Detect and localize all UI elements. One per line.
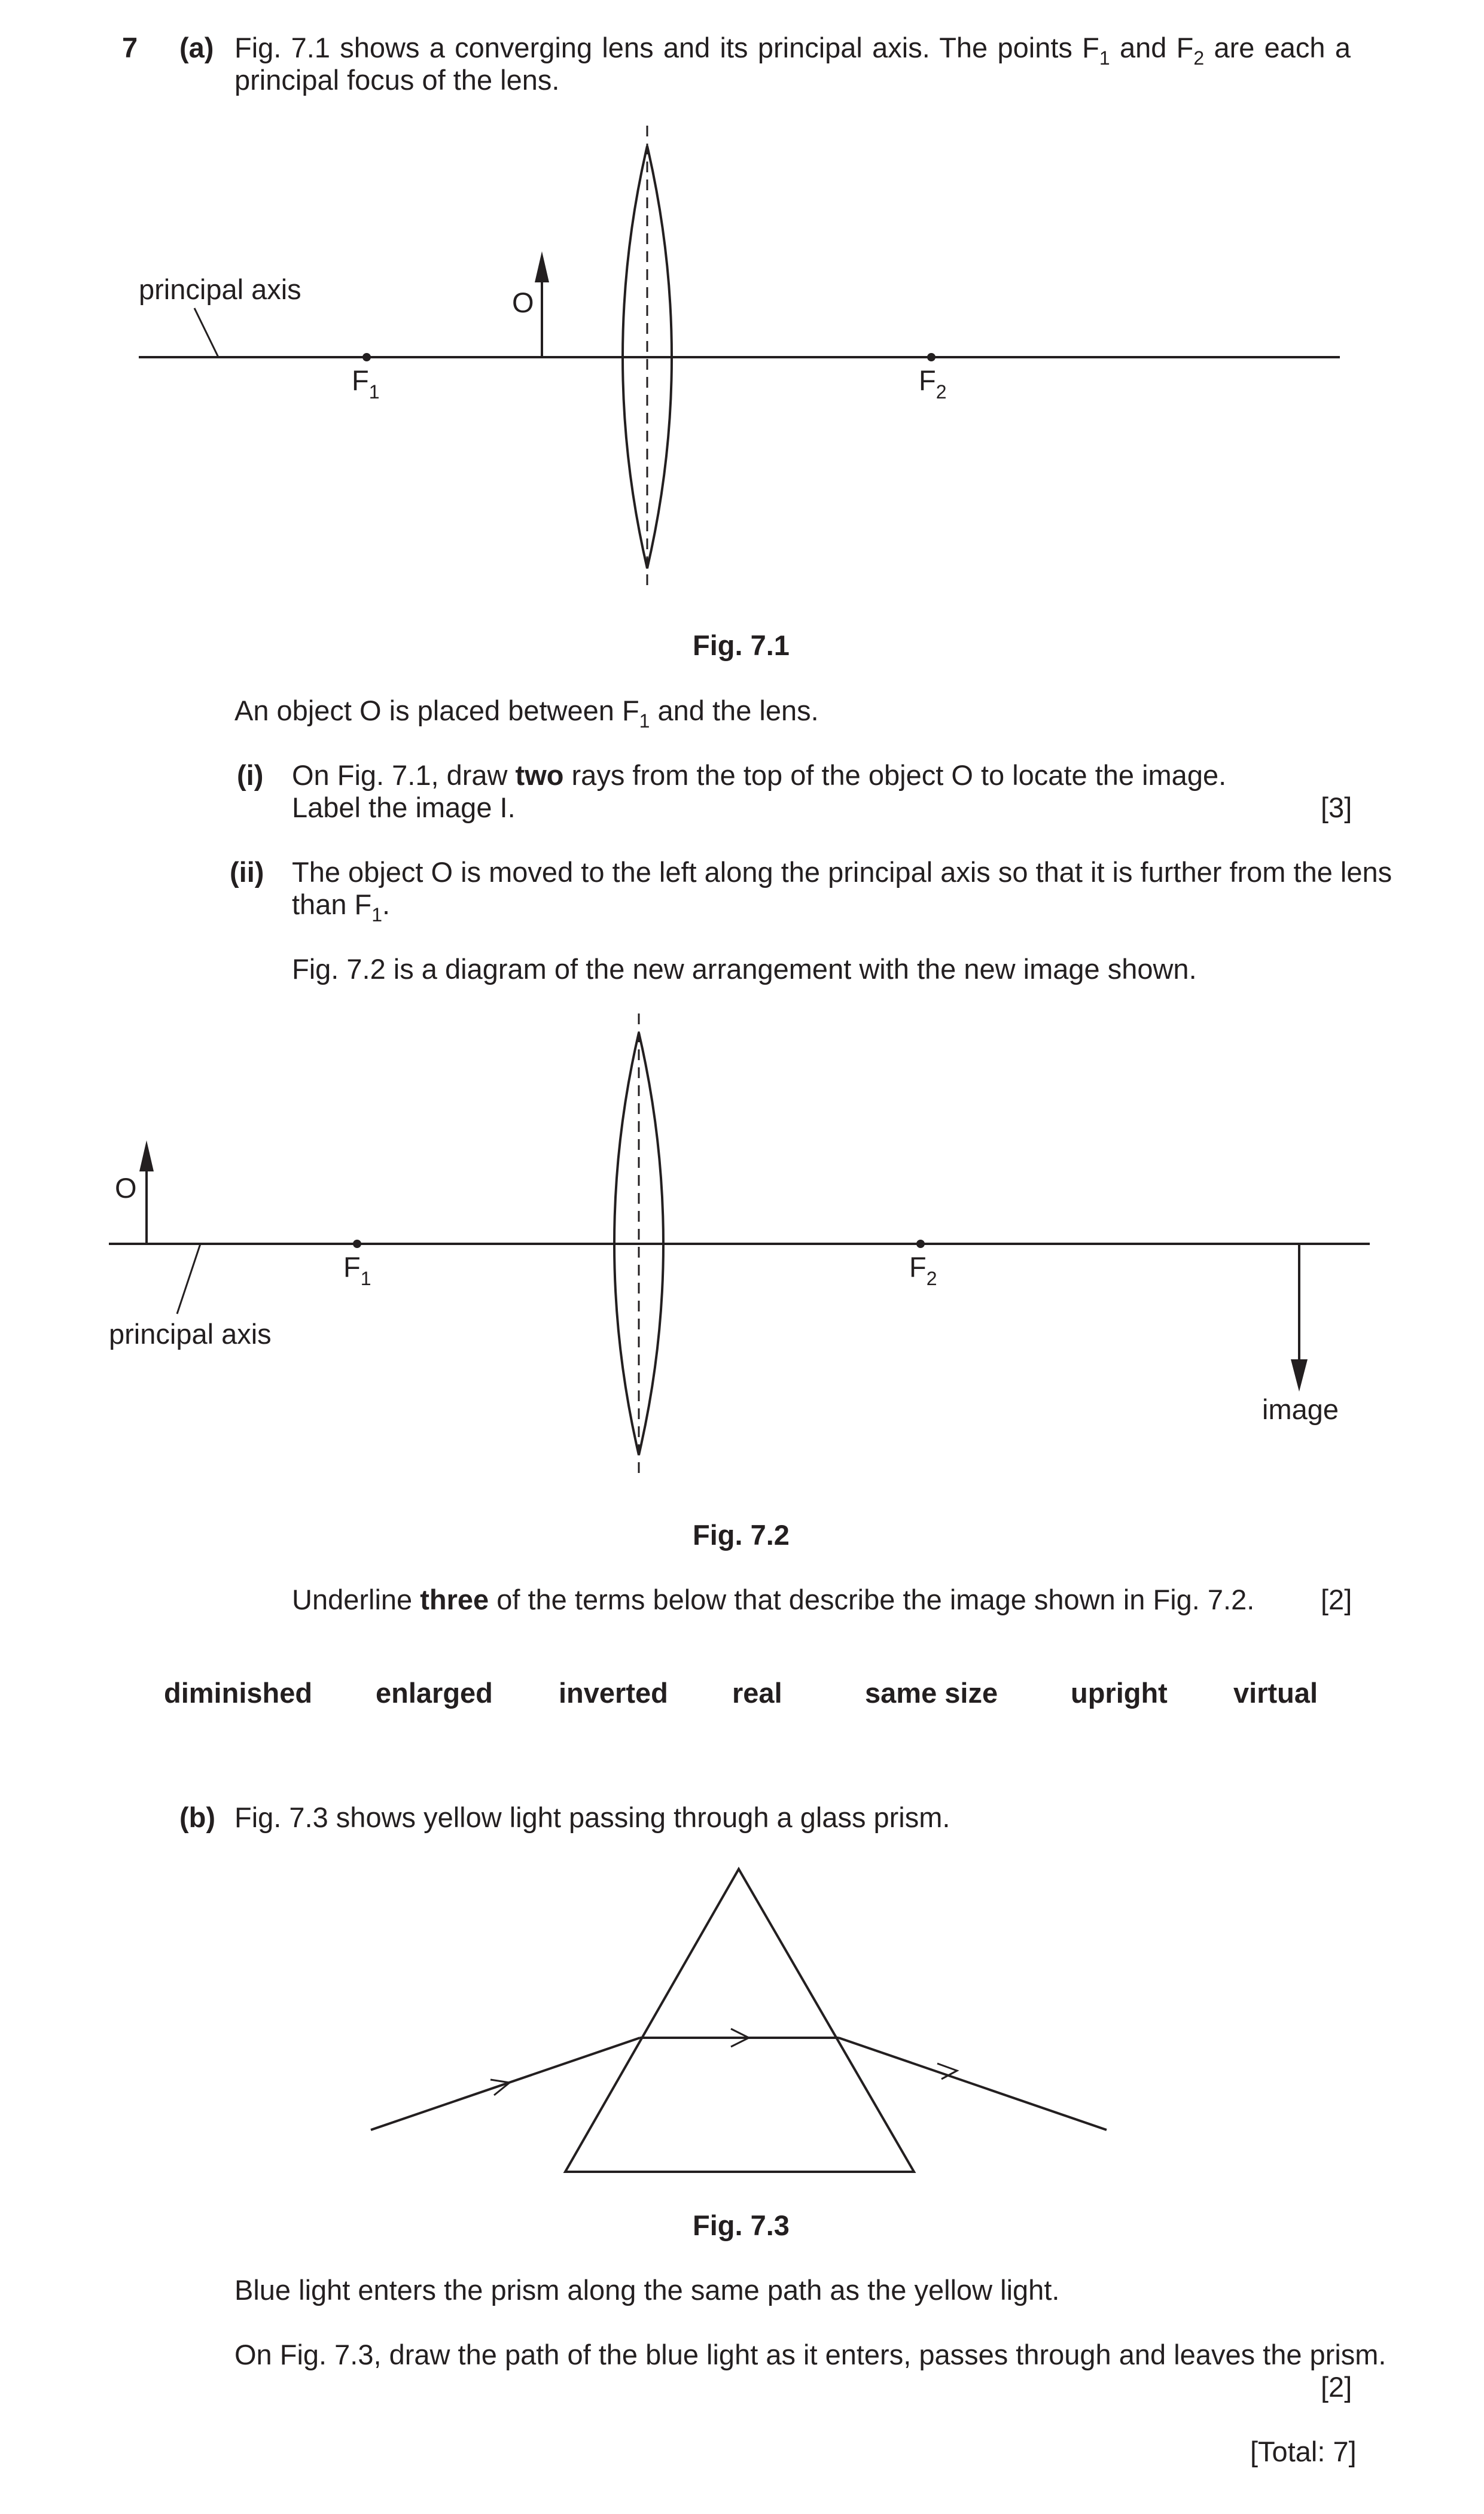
fig-7-2-intro: Fig. 7.2 is a diagram of the new arrangement with the new image shown. [292,953,1197,985]
underline-instruction: Underline three of the terms below that describe the image shown in Fig. 7.2. [292,1584,1255,1615]
term-upright[interactable]: upright [1071,1677,1168,1709]
principal-axis-label: principal axis [109,1318,272,1350]
part-ii-marks: [2] [1321,1584,1352,1615]
object-placed-text: An object O is placed between $F_1$ and the lens. [234,695,819,732]
image-label: image [1262,1393,1339,1425]
term-real[interactable]: real [732,1677,782,1709]
part-a-intro-line2: principal focus of the lens. [234,64,560,96]
term-same-size[interactable]: same size [865,1677,998,1709]
term-virtual[interactable]: virtual [1233,1677,1318,1709]
object-o-label: O [512,287,534,318]
term-diminished[interactable]: diminished [164,1677,313,1709]
part-a-intro-line1: Fig. 7.1 shows a converging lens and its principal axis. The points $F_1$ and $F_2$ are each a [234,32,1351,69]
total-marks: [Total: 7] [1250,2436,1357,2467]
fig-7-1-caption: Fig. 7.1 [693,629,790,661]
part-ii-line2: than $F_1$. [292,888,391,926]
part-b-marks: [2] [1321,2371,1352,2403]
part-i-line1: On Fig. 7.1, draw two rays from the top of the object O to locate the image. [292,759,1227,791]
object-o-label: O [115,1172,137,1204]
part-i-label: (i) [237,759,264,791]
part-ii-label: (ii) [230,856,264,888]
principal-axis-label: principal axis [139,273,301,305]
fig-7-2-caption: Fig. 7.2 [693,1519,790,1551]
part-b-intro: Fig. 7.3 shows yellow light passing through a glass prism. [234,1801,950,1833]
blue-light-text: Blue light enters the prism along the same path as the yellow light. [234,2274,1060,2306]
f2-label: $F_2$ [909,1251,937,1289]
f1-label: $F_1$ [352,364,380,403]
part-b-label: (b) [179,1801,216,1833]
f2-label: $F_2$ [919,364,947,403]
part-b-instruction: On Fig. 7.3, draw the path of the blue light as it enters, passes through and leaves the prism. [234,2339,1387,2370]
fig-7-3-caption: Fig. 7.3 [693,2209,790,2241]
question-number: 7 [122,32,138,63]
part-i-line2: Label the image I. [292,792,516,823]
emergent-ray [839,2038,1107,2130]
term-enlarged[interactable]: enlarged [376,1677,493,1709]
part-i-marks: [3] [1321,792,1352,823]
part-a-label: (a) [179,32,214,63]
f1-label: $F_1$ [343,1251,371,1289]
term-inverted[interactable]: inverted [559,1677,668,1709]
part-ii-line1: The object O is moved to the left along the principal axis so that it is further from the lens [292,856,1392,888]
glass-prism [565,1869,914,2172]
incident-ray [371,2038,640,2130]
